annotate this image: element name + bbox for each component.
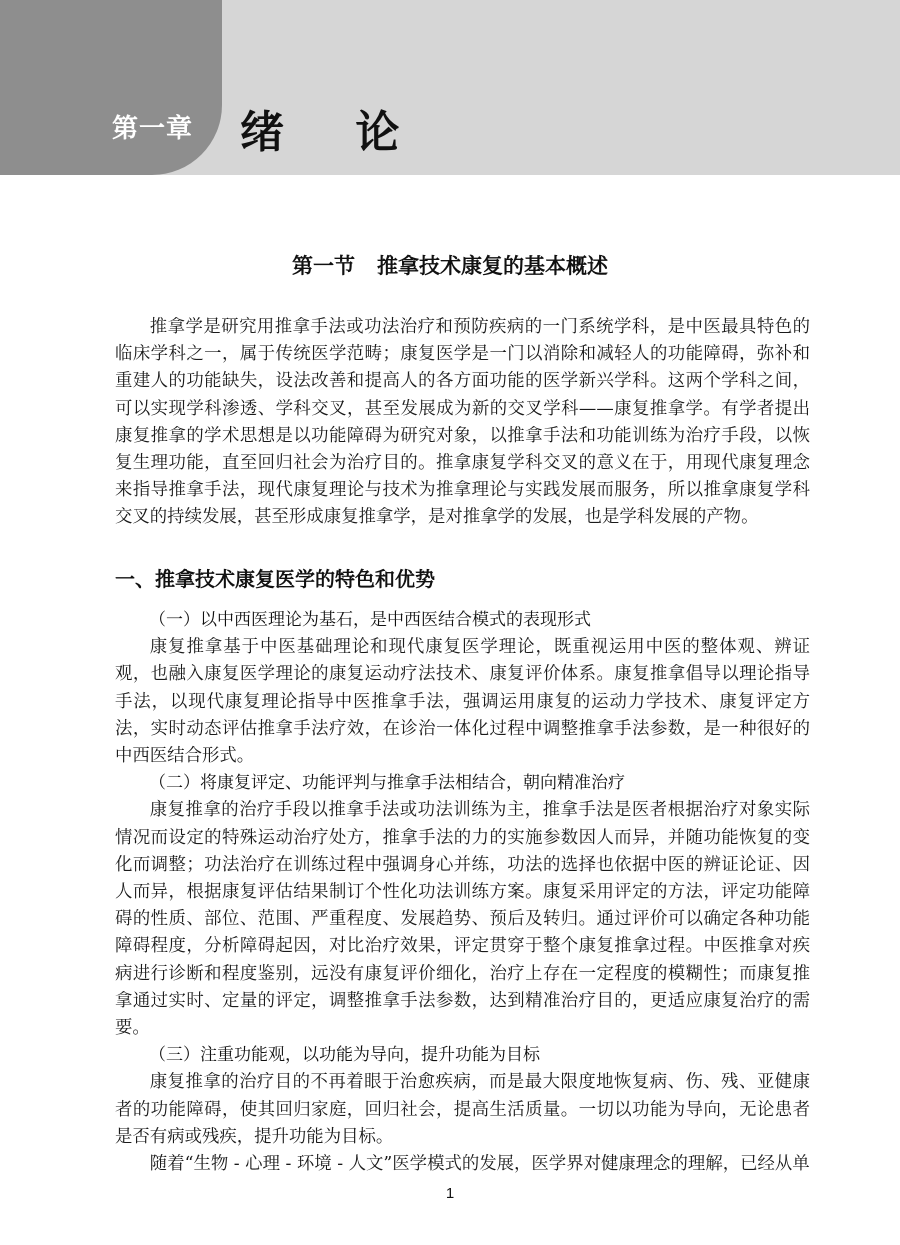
subsections-block <box>115 607 810 1178</box>
intro-paragraph: 推拿学是研究用推拿手法或功法治疗和预防疾病的一门系统学科，是中医最具特色的临床学科之一，属于传统医学范畴；康复医学是一门以消除和减轻人的功能障碍，弥补和重建人的功能缺失，设法改善和提高人的各方面功能的医学新兴学科。这两个学科之间，可以实现学科渗透、学科交叉，甚至发展成为新的交叉学科——康复推拿学。有学者提出康复推拿的学术思想是以功能障碍为研究对象，以推拿手法和功能训练为治疗手段，以恢复生理功能，直至回归社会为治疗目的。推拿康复学科交叉的意义在于，用现代康复理念来指导推拿手法，现代康复理论与技术为推拿理论与实践发展而服务，所以推拿康复学科交叉的持续发展，甚至形成康复推拿学，是对推拿学的发展，也是学科发展的产物。 <box>115 317 810 528</box>
body-paragraph: 康复推拿的治疗手段以推拿手法或功法训练为主，推拿手法是医者根据治疗对象实际情况而设定的特殊运动治疗处方，推拿手法的力的实施参数因人而异，并随功能恢复的变化而调整；功法治疗在训练过程中强调身心并练，功法的选择也依据中医的辨证论证、因人而异，根据康复评估结果制订个性化功法训练方案。康复采用评定的方法，评定功能障碍的性质、部位、范围、严重程度、发展趋势、预后及转归。通过评价可以确定各种功能障碍程度，分析障碍起因，对比治疗效果，评定贯穿于整个康复推拿过程。中医推拿对疾病进行诊断和程度鉴别，远没有康复评价细化，治疗上存在一定程度的模糊性；而康复推拿通过实时、定量的评定，调整推拿手法参数，达到精准治疗目的，更适应康复治疗的需要。 <box>115 800 810 1039</box>
chapter-tab <box>0 0 222 175</box>
body-paragraph: 随着“生物 - 心理 - 环境 - 人文”医学模式的发展，医学界对健康理念的理解，已经从单 <box>149 1154 810 1175</box>
section-title <box>0 250 900 280</box>
section-name: 推拿技术康复的基本概述 <box>377 254 608 278</box>
chapter-label: 第一章 <box>112 114 194 144</box>
chapter-title: 绪 论 <box>240 107 428 158</box>
page-number: 1 <box>445 1185 455 1202</box>
subsection-title: （三）注重功能观，以功能为导向，提升功能为目标 <box>149 1045 540 1066</box>
body-paragraph: 康复推拿基于中医基础理论和现代康复医学理论，既重视运用中医的整体观、辨证观，也融入康复医学理论的康复运动疗法技术、康复评价体系。康复推拿倡导以理论指导手法，以现代康复理论指导中医推拿手法，强调运用康复的运动力学技术、康复评定方法，实时动态评估推拿手法疗效，在诊治一体化过程中调整推拿手法参数，是一种很好的中西医结合形式。 <box>115 637 810 767</box>
body-paragraph: 康复推拿的治疗目的不再着眼于治愈疾病，而是最大限度地恢复病、伤、残、亚健康者的功能障碍，使其回归家庭，回归社会，提高生活质量。一切以功能为导向，无论患者是否有病或残疾，提升功能为目标。 <box>115 1072 810 1147</box>
section-number: 第一节 <box>292 254 355 278</box>
subsection-title: （一）以中西医理论为基石，是中西医结合模式的表现形式 <box>149 610 591 630</box>
chapter-banner <box>0 0 900 175</box>
intro-block <box>115 314 810 532</box>
heading-1: 一、推拿技术康复医学的特色和优势 <box>115 567 435 591</box>
subsection-title: （二）将康复评定、功能评判与推拿手法相结合，朝向精准治疗 <box>149 773 625 794</box>
